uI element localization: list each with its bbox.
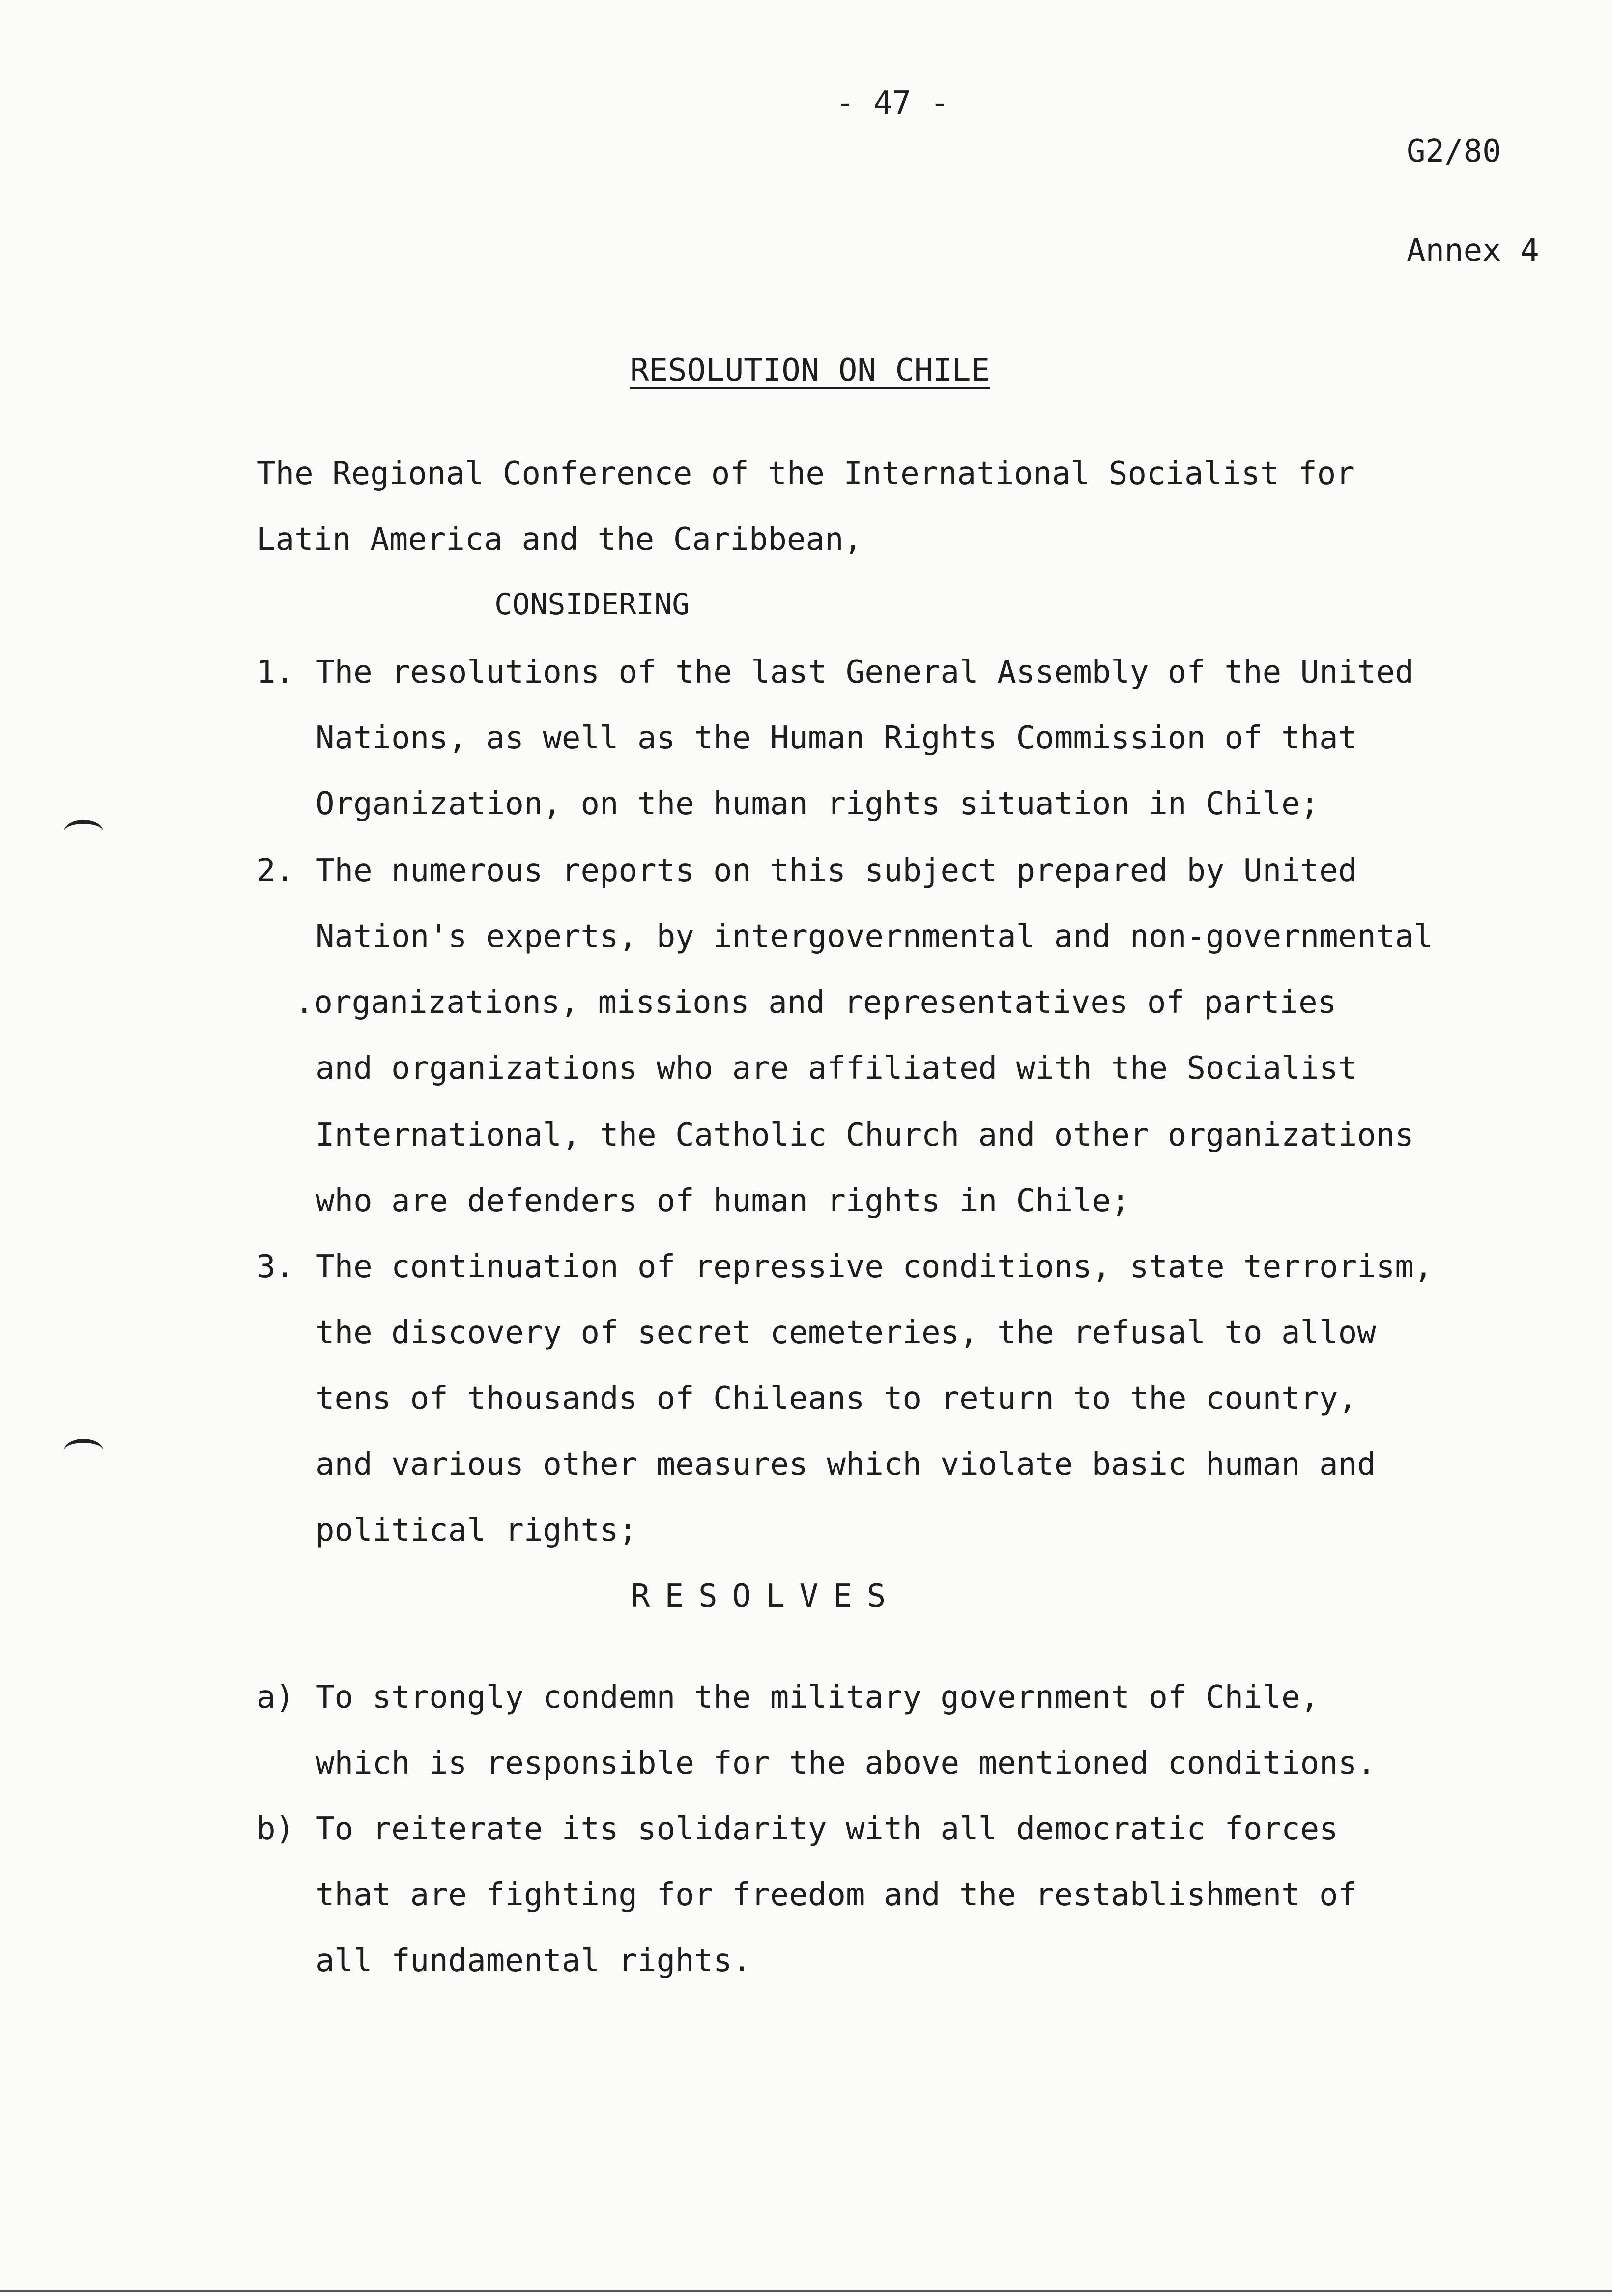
resolution-title: RESOLUTION ON CHILE (630, 352, 990, 389)
considering-item-2-line-4: and organizations who are affiliated with the Socialist (316, 1050, 1357, 1087)
considering-item-1-number: 1. (257, 654, 295, 690)
considering-item-3-line-4: and various other measures which violate basic human and (316, 1446, 1376, 1483)
resolves-item-b-line-3: all fundamental rights. (316, 1943, 751, 1979)
resolves-item-a-number: a) (257, 1679, 295, 1716)
preamble-line-2: Latin America and the Caribbean, (257, 521, 863, 558)
considering-item-2-line-2: Nation's experts, by intergovernmental and non-governmental (316, 918, 1433, 955)
margin-scan-mark (64, 820, 103, 843)
resolves-heading: RESOLVES (631, 1578, 901, 1614)
considering-item-3-line-3: tens of thousands of Chileans to return to the country, (316, 1380, 1357, 1417)
resolves-item-b-line-2: that are fighting for freedom and the restablishment of (316, 1877, 1357, 1913)
document-code: G2/80 (1407, 133, 1501, 170)
annex-label: Annex 4 (1407, 232, 1539, 269)
considering-item-2-line-1: The numerous reports on this subject prepared by United (316, 853, 1357, 889)
considering-item-2-number: 2. (257, 853, 295, 889)
considering-heading: CONSIDERING (494, 587, 690, 622)
document-reference (1407, 73, 1539, 303)
considering-item-1-line-3: Organization, on the human rights situation in Chile; (316, 786, 1320, 822)
considering-item-2-line-5: International, the Catholic Church and other organizations (316, 1117, 1414, 1153)
page-number: - 47 - (835, 85, 950, 121)
considering-item-2-line-6: who are defenders of human rights in Chile; (316, 1183, 1130, 1219)
considering-item-1-line-2: Nations, as well as the Human Rights Commission of that (316, 720, 1357, 756)
considering-item-3-number: 3. (257, 1249, 295, 1285)
preamble-line-1: The Regional Conference of the International Socialist for (257, 456, 1355, 492)
resolves-item-b-number: b) (257, 1811, 295, 1847)
page-bottom-rule (0, 2290, 1612, 2292)
considering-item-3-line-2: the discovery of secret cemeteries, the refusal to allow (316, 1315, 1376, 1351)
margin-scan-mark (64, 1439, 103, 1463)
considering-item-3-line-1: The continuation of repressive conditions, state terrorism, (316, 1249, 1433, 1285)
considering-item-2-line-3: .organizations, missions and representatives of parties (295, 984, 1337, 1021)
considering-item-3-line-5: political rights; (316, 1512, 638, 1549)
resolves-item-a-line-2: which is responsible for the above mentioned conditions. (316, 1745, 1376, 1781)
considering-item-1-line-1: The resolutions of the last General Assembly of the United (316, 654, 1414, 690)
resolves-item-a-line-1: To strongly condemn the military government of Chile, (316, 1679, 1320, 1716)
resolves-item-b-line-1: To reiterate its solidarity with all democratic forces (316, 1811, 1338, 1847)
